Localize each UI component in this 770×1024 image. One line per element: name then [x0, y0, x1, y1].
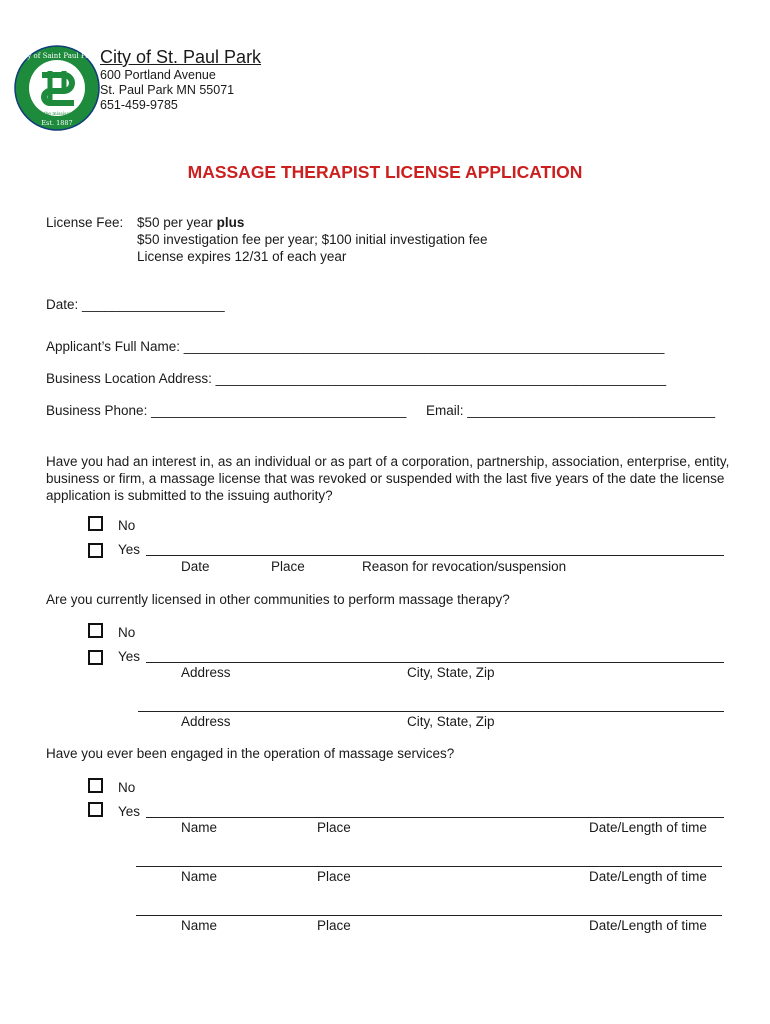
q1-yes-checkbox[interactable]	[88, 543, 103, 558]
q1-place-caption: Place	[271, 559, 305, 574]
q2-city-caption-2: City, State, Zip	[407, 714, 495, 729]
city-state-zip: St. Paul Park MN 55071	[100, 83, 235, 97]
phone-number: 651-459-9785	[100, 98, 178, 112]
q2-address-caption-1: Address	[181, 665, 231, 680]
business-phone-field[interactable]: Business Phone: __________________________________	[46, 403, 407, 418]
q3-no-label: No	[118, 780, 136, 795]
fee-amount: $50 per year	[137, 215, 213, 230]
q2-no-checkbox[interactable]	[88, 623, 103, 638]
q1-no-label: No	[118, 518, 136, 533]
q3-yes-label: Yes	[118, 804, 141, 819]
q3-place-caption-1: Place	[317, 820, 351, 835]
q3-name-caption-2: Name	[181, 869, 218, 884]
full-name-field[interactable]: Applicant’s Full Name: ________________________________________________________________	[46, 339, 665, 354]
q3-answer-line-3[interactable]	[136, 915, 722, 916]
q2-yes-label: Yes	[118, 649, 141, 664]
organization-name: City of St. Paul Park	[100, 47, 262, 67]
fee-label: License Fee:	[46, 215, 124, 230]
q2-answer-line-2[interactable]	[138, 711, 724, 712]
seal-middle-text: on the mississippi	[36, 112, 78, 117]
q1-yes-label: Yes	[118, 542, 141, 557]
q1-reason-caption: Reason for revocation/suspension	[362, 559, 567, 574]
email-field[interactable]: Email: _________________________________	[426, 403, 716, 418]
q3-place-caption-2: Place	[317, 869, 351, 884]
q2-address-caption-2: Address	[181, 714, 231, 729]
form-title: MASSAGE THERAPIST LICENSE APPLICATION	[187, 162, 583, 182]
seal-bottom-text: Est. 1887	[41, 119, 73, 127]
fee-line-1	[137, 215, 244, 230]
question-revoked-license: Have you had an interest in, as an individual or as part of a corporation, partnership, association, enterprise, entity, business or firm, a massage license that was revoked or suspended with the last five years of the date the license application is submitted to the issuing authority?	[46, 454, 730, 503]
business-address-field[interactable]: Business Location Address: ____________________________________________________________	[46, 371, 667, 386]
q3-name-caption-3: Name	[181, 918, 218, 933]
date-field[interactable]: Date: ___________________	[46, 297, 225, 312]
q3-place-caption-3: Place	[317, 918, 351, 933]
city-seal-logo	[14, 45, 100, 131]
fee-line-2: $50 investigation fee per year; $100 initial investigation fee	[137, 232, 488, 247]
q3-answer-line-2[interactable]	[136, 866, 722, 867]
q2-yes-checkbox[interactable]	[88, 650, 103, 665]
q2-no-label: No	[118, 625, 136, 640]
q1-no-checkbox[interactable]	[88, 516, 103, 531]
fee-line-3: License expires 12/31 of each year	[137, 249, 347, 264]
seal-top-text: City of Saint Paul Park	[16, 52, 98, 60]
fee-plus: plus	[216, 215, 245, 230]
q2-answer-line-1[interactable]	[146, 662, 724, 663]
q1-date-caption: Date	[181, 559, 210, 574]
q3-date-caption-2: Date/Length of time	[589, 869, 707, 884]
q3-no-checkbox[interactable]	[88, 778, 103, 793]
q3-name-caption-1: Name	[181, 820, 218, 835]
q3-yes-checkbox[interactable]	[88, 802, 103, 817]
q1-answer-line[interactable]	[146, 555, 724, 556]
street-address: 600 Portland Avenue	[100, 68, 216, 82]
q3-date-caption-1: Date/Length of time	[589, 820, 707, 835]
question-massage-operation: Have you ever been engaged in the operation of massage services?	[46, 746, 455, 761]
q3-date-caption-3: Date/Length of time	[589, 918, 707, 933]
question-licensed-elsewhere: Are you currently licensed in other communities to perform massage therapy?	[46, 592, 510, 607]
q2-city-caption-1: City, State, Zip	[407, 665, 495, 680]
q3-answer-line-1[interactable]	[146, 817, 724, 818]
